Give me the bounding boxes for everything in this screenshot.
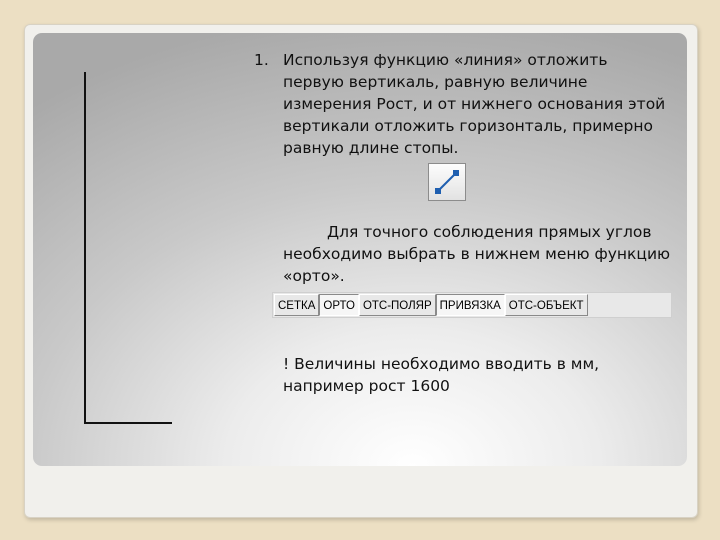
status-button-snap[interactable]: ПРИВЯЗКА	[436, 294, 505, 316]
status-button-object-tracking[interactable]: ОТС-ОБЪЕКТ	[505, 294, 588, 316]
step-number: 1.	[254, 51, 269, 69]
status-button-grid[interactable]: СЕТКА	[274, 294, 319, 316]
vertical-line-drawing	[84, 72, 86, 424]
line-tool-icon	[429, 164, 465, 200]
status-button-ortho[interactable]: ОРТО	[319, 294, 359, 316]
status-bar	[272, 292, 672, 318]
status-button-polar-tracking[interactable]: ОТС-ПОЛЯР	[359, 294, 436, 316]
horizontal-line-drawing	[84, 422, 172, 424]
ortho-note-text: Для точного соблюдения прямых углов необходимо выбрать в нижнем меню функцию «орто».	[283, 223, 671, 285]
units-note-text: ! Величины необходимо вводить в мм, например рост 1600	[283, 355, 600, 395]
line-tool-button[interactable]	[428, 163, 466, 201]
step-instruction-text: Используя функцию «линия» отложить первую вертикаль, равную величине измерения Рост, и от нижнего основания этой вертикали отложить горизонталь, примерно равную длине стопы.	[283, 51, 666, 157]
